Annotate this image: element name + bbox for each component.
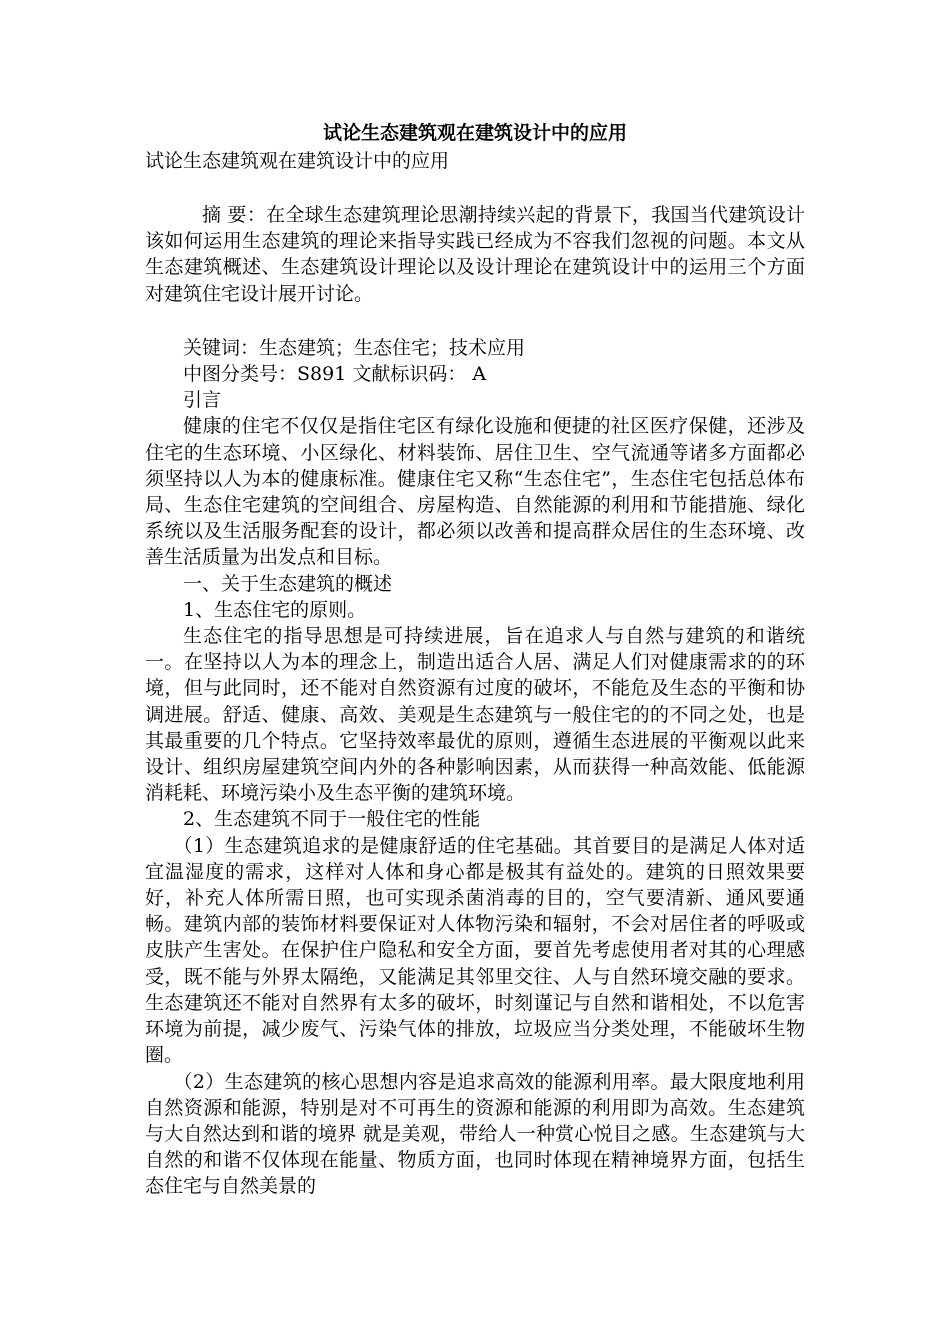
subsection-heading: 2、生态建筑不同于一般住宅的性能 (183, 808, 481, 831)
classification-line: 中图分类号：S891 文献标识码： A (183, 363, 487, 386)
keywords-line: 关键词：生态建筑；生态住宅；技术应用 (183, 336, 526, 359)
blank-line (145, 174, 805, 202)
document-title: 试论生态建筑观在建筑设计中的应用 (322, 122, 627, 144)
intro-heading: 引言 (183, 389, 222, 412)
document-subtitle: 试论生态建筑观在建筑设计中的应用 (145, 150, 450, 172)
body-paragraph: （2）生态建筑的核心思想内容是追求高效的能源利用率。最大限度地利用自然资源和能源，特别是对不可再生的资源和能源的利用即为高效。生态建筑与大自然达到和谐的境界 就是美观，带给人一种赏心悦目之感。生态建筑与大自然的和谐不仅体现在能量、物质方面，也同时体现在精神境界方面，包括生态住宅与自然美景的 (145, 1070, 805, 1198)
subsection-heading: 1、生态住宅的原则。 (183, 598, 367, 621)
section-heading: 一、关于生态建筑的概述 (183, 572, 393, 595)
body-paragraph: 生态住宅的指导思想是可持续进展，旨在追求人与自然与建筑的和谐统一。在坚持以人为本的理念上，制造出适合人居、满足人们对健康需求的的环境，但与此同时，还不能对自然资源有过度的破坏，不能危及生态的平衡和协调进展。舒适、健康、高效、美观是生态建筑与一般住宅的的不同之处，也是其最重要的几个特点。它坚持效率最优的原则，遵循生态进展的平衡观以此来设计、组织房屋建筑空间内外的各种影响因素，从而获得一种高效能、低能源消耗耗、环境污染小及生态平衡的建筑环境。 (145, 625, 805, 805)
blank-line (145, 307, 805, 335)
abstract-paragraph: 摘 要：在全球生态建筑理论思潮持续兴起的背景下，我国当代建筑设计该如何运用生态建筑的理论来指导实践已经成为不容我们忽视的问题。本文从生态建筑概述、生态建筑设计理论以及设计理论在建筑设计中的运用三个方面对建筑住宅设计展开讨论。 (145, 204, 805, 305)
document-page (145, 118, 805, 1200)
intro-paragraph: 健康的住宅不仅仅是指住宅区有绿化设施和便捷的社区医疗保健，还涉及住宅的生态环境、小区绿化、材料装饰、居住卫生、空气流通等诸多方面都必须坚持以人为本的健康标准。健康住宅又称“生态住宅”，生态住宅包括总体布局、生态住宅建筑的空间组合、房屋构造、自然能源的利用和节能措施、绿化系统以及生活服务配套的设计，都必须以改善和提高群众居住的生态环境、改善生活质量为出发点和目标。 (145, 415, 805, 569)
body-paragraph: （1）生态建筑追求的是健康舒适的住宅基础。其首要目的是满足人体对适宜温湿度的需求，这样对人体和身心都是极其有益处的。建筑的日照效果要好，补充人体所需日照，也可实现杀菌消毒的目的，空气要清新、通风要通畅。建筑内部的装饰材料要保证对人体物污染和辐射，不会对居住者的呼吸或皮肤产生害处。在保护住户隐私和安全方面，要首先考虑使用者对其的心理感受，既不能与外界太隔绝，又能满足其邻里交往、人与自然环境交融的要求。生态建筑还不能对自然界有太多的破坏，时刻谨记与自然和谐相处，不以危害环境为前提，减少废气、污染气体的排放，垃圾应当分类处理，不能破坏生物圈。 (145, 834, 805, 1067)
